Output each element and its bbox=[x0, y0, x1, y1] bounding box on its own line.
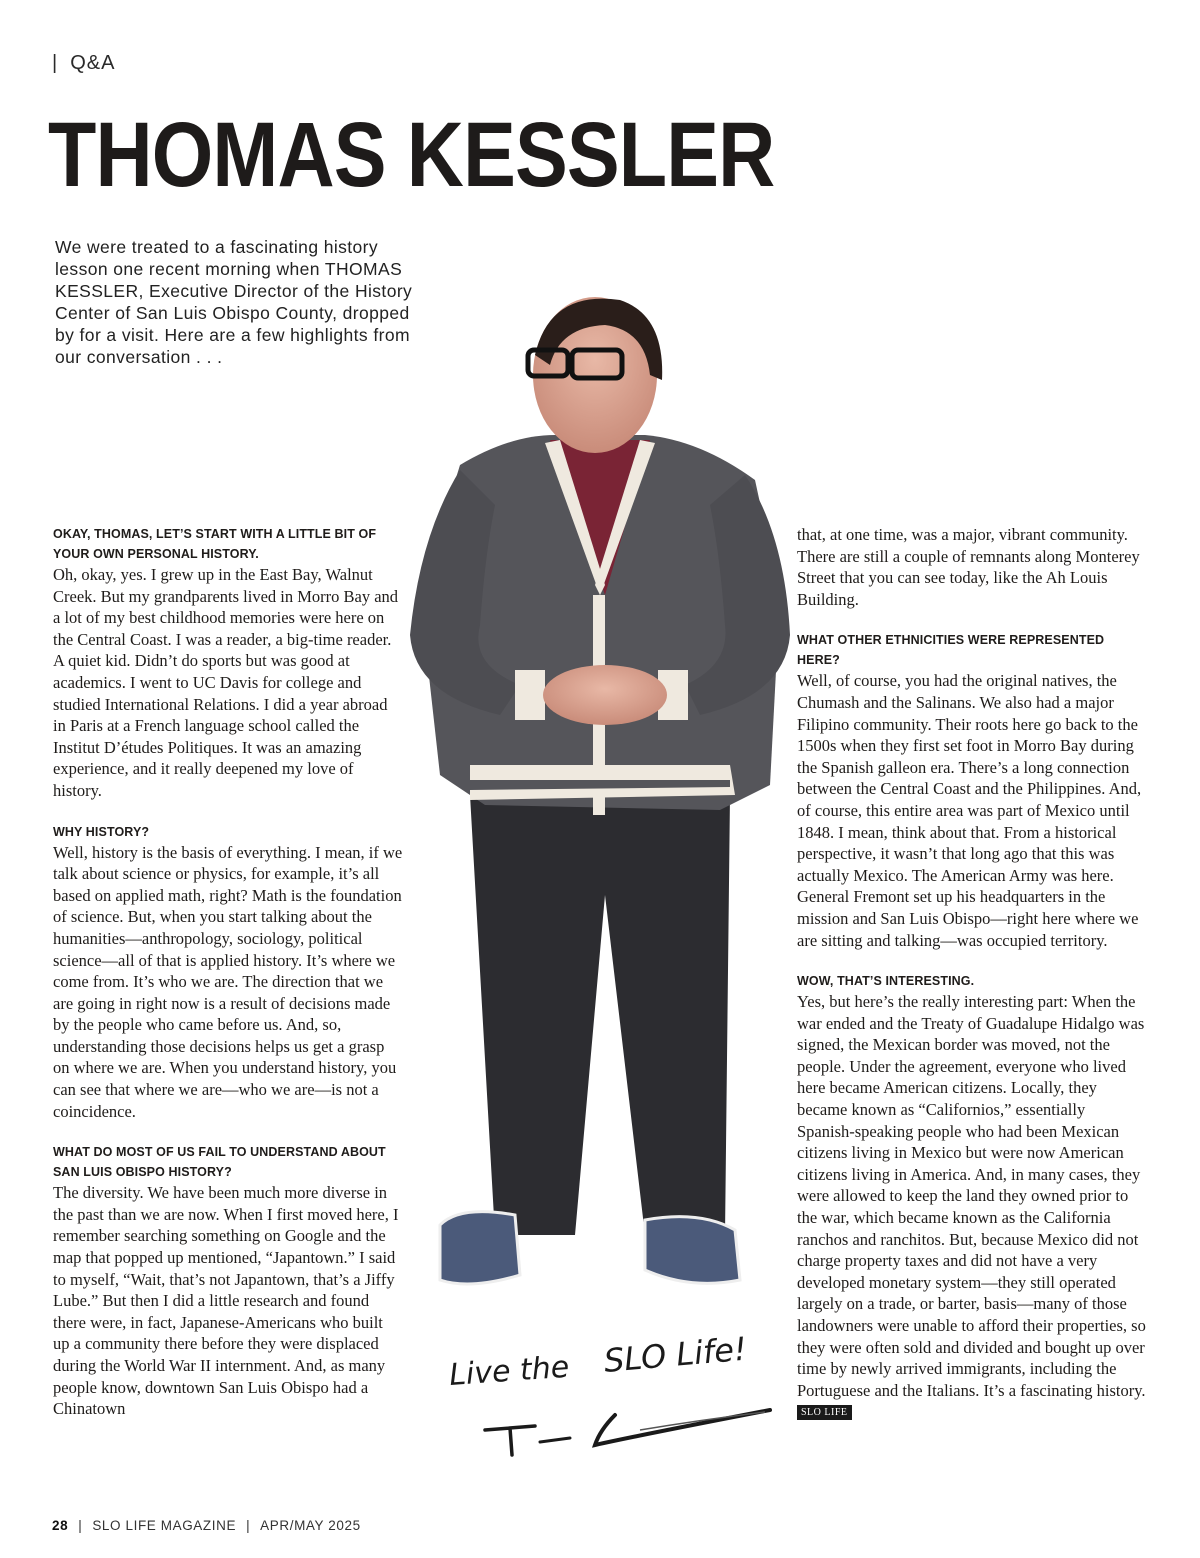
left-shoe bbox=[440, 1212, 520, 1284]
portrait-photo bbox=[400, 295, 800, 1295]
svg-text:Live the: Live the bbox=[448, 1349, 571, 1393]
section-divider: | bbox=[52, 52, 59, 74]
issue-date: APR/MAY 2025 bbox=[260, 1518, 361, 1533]
answer-interesting bbox=[797, 991, 1147, 1423]
right-column bbox=[797, 524, 1147, 1423]
trousers bbox=[470, 795, 730, 1235]
left-column bbox=[53, 524, 403, 1420]
question-interesting: WOW, THAT’S INTERESTING. bbox=[797, 974, 975, 989]
question-slo-history: WHAT DO MOST OF US FAIL TO UNDERSTAND ABOUT SAN LUIS OBISPO HISTORY? bbox=[53, 1145, 386, 1180]
intro-paragraph: We were treated to a fascinating history lesson one recent morning when THOMAS KESSLER, Executive Director of the History Center of San Luis Obispo County, dropped by for a visit. Here are a few highlights from our conversation . . . bbox=[55, 237, 413, 367]
answer-ethnicities: Well, of course, you had the original natives, the Chumash and the Salinans. We also had a major Filipino community. Their roots here go back to the 1500s when they first set foot in Morro Bay during the Spanish galleon era. There’s a long connection between the Central Coast and the Philippines. And, of course, this entire area was part of Mexico until 1848. I mean, think about that. From a historical perspective, it wasn’t that long ago that this was actually Mexico. The American Army was here. General Fremont set up his headquarters in the mission and San Luis Obispo—right here where we are sitting and talking—was occupied territory. bbox=[797, 671, 1142, 950]
answer-slo-history: The diversity. We have been much more diverse in the past than we are now. When I first moved here, I remember searching something on Google and the map that popped up mentioned, “Japantown.” I said to myself, “Wait, that’s not Japantown, that’s a Jiffy Lube.” But then I did a little research and found there were, in fact, Japanese-Americans who built up a community there before they were displaced during the World War II internment. And, as many people know, downtown San Luis Obispo had a Chinatown bbox=[53, 1183, 399, 1419]
page-number: 28 bbox=[52, 1518, 69, 1533]
answer-slo-history-continued: that, at one time, was a major, vibrant community. There are still a couple of remnants along Monterey Street that you can see today, like the Ah Louis Building. bbox=[797, 525, 1140, 609]
page-footer: 28 | SLO LIFE MAGAZINE | APR/MAY 2025 bbox=[52, 1518, 361, 1533]
right-shoe bbox=[645, 1217, 740, 1284]
clasped-hands bbox=[543, 665, 667, 725]
question-personal-history: OKAY, THOMAS, LET’S START WITH A LITTLE BIT OF YOUR OWN PERSONAL HISTORY. bbox=[53, 527, 377, 561]
svg-text:SLO Life!: SLO Life! bbox=[602, 1330, 749, 1380]
question-why-history: WHY HISTORY? bbox=[53, 824, 150, 839]
magazine-name: SLO LIFE MAGAZINE bbox=[92, 1518, 237, 1533]
answer-why-history: Well, history is the basis of everything. I mean, if we talk about science or physics, for example, it’s all based on applied math, right? Math is the foundation of science. But, when you start talking about the humanities—anthropology, sociology, political science—all of that is applied history. It’s where we come from. It’s who we are. The direction that we are going in right now is a result of decisions made by the people who came before us. And, so, understanding those decisions helps us get a grasp on where we are. When you understand history, you can see that where we are—who we are—is not a coincidence. bbox=[53, 842, 403, 1121]
page-title: THOMAS KESSLER bbox=[48, 104, 775, 206]
handwritten-signature bbox=[440, 1330, 780, 1470]
end-badge: SLO LIFE bbox=[797, 1405, 852, 1420]
question-ethnicities: WHAT OTHER ETHNICITIES WERE REPRESENTED HERE? bbox=[797, 633, 1105, 668]
answer-interesting-text: Yes, but here’s the really interesting part: When the war ended and the Treaty of Guadalupe Hidalgo was signed, the Mexican border was moved, not the people. Under the agreement, everyone who lived here became American citizens. Locally, they became known as “Californios,” essentially Spanish-speaking people who had been Mexican citizens living in Mexico but were now American citizens living in America. And, in many cases, they were allowed to keep the land they owned prior to the war, which became known as the California ranchos and ranchitos. But, because Mexico did not charge property taxes and did not have a very developed monetary system—they still operated largely on a trade, or barter, basis—many of those landowners were unable to afford their properties, so they were often sold and divided and bought up over time by newly arrived immigrants, including the Portuguese and the Italians. It’s a fascinating history. bbox=[797, 992, 1146, 1400]
section-label: Q&A bbox=[70, 52, 116, 74]
answer-personal-history: Oh, okay, yes. I grew up in the East Bay, Walnut Creek. But my grandparents lived in Morro Bay and a lot of my best childhood memories were here on the Central Coast. I was a reader, a big-time reader. A quiet kid. Didn’t do sports but was good at academics. I went to UC Davis for college and studied International Relations. I did a year abroad in Paris at a French language school called the Institut D’études Politiques. It was an amazing experience, and it really deepened my love of history. bbox=[53, 565, 399, 800]
section-tag bbox=[52, 52, 115, 75]
